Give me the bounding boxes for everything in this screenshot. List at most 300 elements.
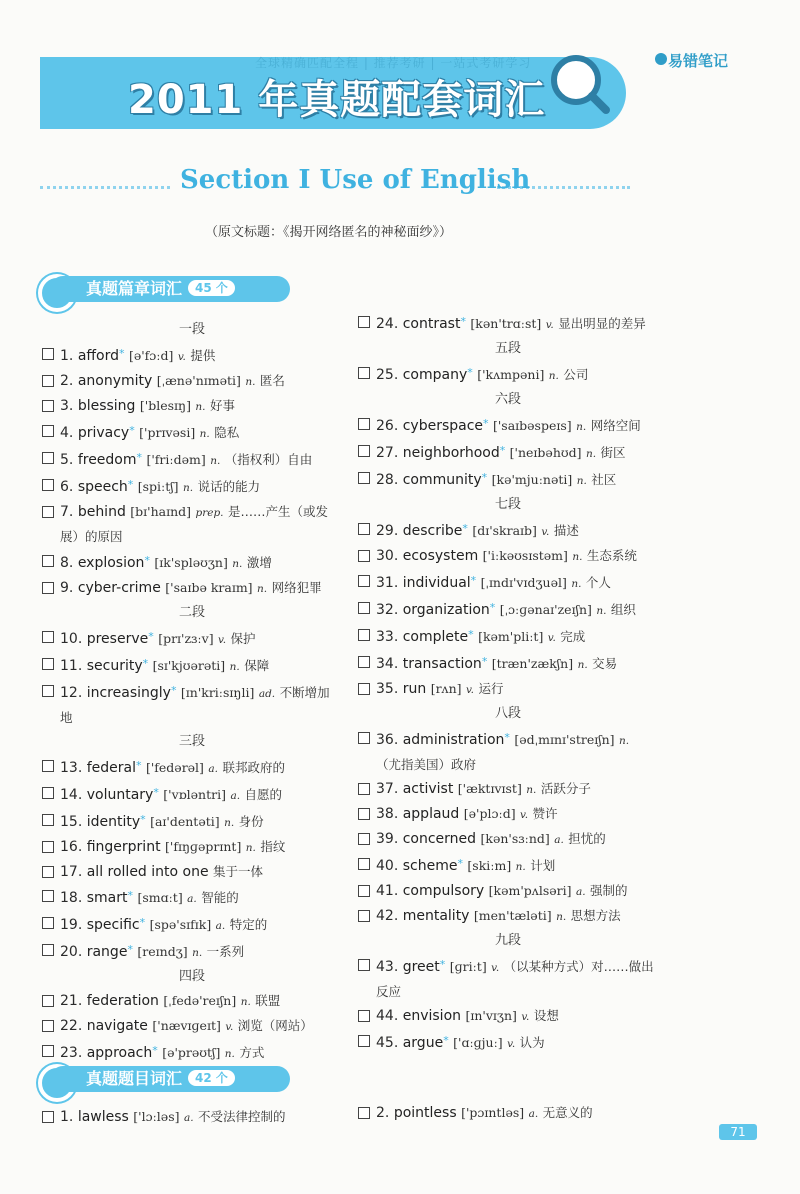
vocab-entry (42, 1105, 342, 1130)
star-icon: * (140, 813, 146, 826)
entry-phonetic: ['friːdəm] (146, 452, 206, 467)
checkbox[interactable] (358, 910, 370, 922)
entry-phonetic: ['saɪbə kraɪm] (165, 580, 253, 595)
checkbox[interactable] (42, 631, 54, 643)
vocab-entry (42, 679, 342, 730)
entry-number: 29. (376, 523, 399, 539)
entry-definition: 联邦政府的 (222, 760, 285, 775)
vocab-entry (42, 989, 342, 1014)
entry-phonetic: [reɪndʒ] (137, 944, 188, 959)
entry-number: 28. (376, 472, 399, 488)
star-icon: * (467, 366, 473, 379)
vocab-entry (42, 473, 342, 500)
entry-pos: n. (619, 735, 630, 747)
pill-count: 45 个 (188, 280, 235, 296)
entry-definition: 完成 (560, 629, 586, 644)
vocab-entry (358, 677, 658, 702)
vocab-entry (42, 419, 342, 446)
vocab-entry (358, 1004, 658, 1029)
entry-definition: 描述 (553, 523, 579, 538)
entry-word: explosion (77, 555, 145, 571)
entry-number: 12. (60, 685, 83, 701)
paragraph-heading: 八段 (494, 706, 521, 721)
checkbox[interactable] (42, 890, 54, 902)
entry-definition: 自愿的 (244, 787, 283, 802)
checkbox[interactable] (42, 944, 54, 956)
entry-pos: ad. (258, 688, 276, 700)
checkbox[interactable] (358, 1035, 370, 1047)
entry-phonetic: [kən'sɜːnd] (480, 831, 550, 846)
checkbox[interactable] (42, 760, 54, 772)
entry-definition: 联盟 (255, 993, 281, 1008)
entry-word: activist (402, 781, 454, 797)
question-vocab-pill (50, 1066, 290, 1092)
entry-number: 45. (376, 1035, 399, 1051)
checkbox[interactable] (358, 602, 370, 614)
entry-number: 3. (60, 398, 74, 414)
pill-label: 真题篇章词汇 (86, 279, 183, 298)
checkbox[interactable] (42, 917, 54, 929)
checkbox[interactable] (358, 1107, 370, 1119)
entry-definition: （以某种方式）对……做出反应 (376, 959, 654, 999)
entry-phonetic: ['æktɪvɪst] (457, 781, 522, 796)
entry-number: 37. (376, 781, 399, 797)
vocab-entry (358, 879, 658, 904)
vocab-entry (42, 500, 342, 549)
entry-word: administration (402, 732, 505, 748)
entry-pos: n. (224, 817, 235, 829)
entry-definition: 个人 (585, 575, 611, 590)
entry-phonetic: ['fɪŋɡəprɪnt] (165, 839, 242, 854)
entry-word: approach (86, 1045, 153, 1061)
vocab-entry (42, 342, 342, 369)
question-vocab-right (358, 1101, 658, 1126)
vocab-entry (358, 953, 658, 1004)
entry-number: 17. (60, 864, 83, 880)
entry-pos: n. (199, 428, 210, 440)
checkbox[interactable] (358, 523, 370, 535)
vocab-entry (358, 726, 658, 777)
checkbox[interactable] (358, 683, 370, 695)
entry-number: 33. (376, 629, 399, 645)
vocab-entry (42, 576, 342, 601)
entry-word: behind (77, 504, 126, 520)
entry-number: 41. (376, 883, 399, 899)
entry-number: 40. (376, 858, 399, 874)
entry-pos: n. (577, 659, 588, 671)
entry-word: transaction (402, 656, 482, 672)
vocab-entry (42, 1039, 342, 1066)
entry-definition: 指纹 (260, 839, 286, 854)
entry-word: freedom (77, 452, 137, 468)
checkbox[interactable] (42, 1020, 54, 1032)
entry-phonetic: [ə'prəʊtʃ] (162, 1045, 221, 1060)
vocab-entry (42, 938, 342, 965)
entry-word: voluntary (86, 787, 154, 803)
checkbox[interactable] (358, 445, 370, 457)
checkbox[interactable] (358, 316, 370, 328)
entry-phonetic: ['pɔɪntləs] (461, 1105, 525, 1120)
entry-number: 1. (60, 348, 74, 364)
star-icon: * (152, 1044, 158, 1057)
checkbox[interactable] (358, 959, 370, 971)
star-icon: * (439, 958, 446, 971)
entry-word: greet (402, 959, 440, 975)
entry-definition: 运行 (478, 681, 504, 696)
entry-word: privacy (77, 425, 130, 441)
checkbox[interactable] (358, 732, 370, 744)
entry-pos: a. (554, 834, 564, 846)
entry-pos: n. (183, 482, 194, 494)
entry-word: scheme (402, 858, 458, 874)
paragraph-heading: 三段 (178, 734, 205, 749)
entry-definition: 担忧的 (568, 831, 606, 846)
corner-label: 易错笔记 (668, 52, 729, 70)
entry-phonetic: ['blesɪŋ] (139, 398, 191, 413)
vocab-entry (358, 544, 658, 569)
checkbox[interactable] (358, 656, 370, 668)
article-subtitle: （原文标题：《揭开网络匿名的神秘面纱》） (205, 225, 453, 240)
checkbox[interactable] (42, 658, 54, 670)
entry-number: 16. (60, 839, 83, 855)
entry-word: all rolled into one (86, 864, 209, 880)
entry-phonetic: [kən'trɑːst] (470, 316, 542, 331)
entry-word: individual (402, 575, 471, 591)
entry-definition: 设想 (533, 1008, 559, 1023)
entry-number: 13. (60, 760, 83, 776)
paragraph-heading: 七段 (494, 497, 521, 512)
paragraph-heading: 四段 (178, 969, 205, 984)
pill-count: 42 个 (188, 1070, 235, 1086)
star-icon: * (499, 444, 506, 457)
checkbox[interactable] (42, 555, 54, 567)
entry-definition: 网络犯罪 (271, 580, 322, 595)
entry-definition: 匿名 (259, 373, 285, 388)
star-icon: * (139, 916, 146, 929)
star-icon: * (127, 943, 133, 956)
star-icon: * (470, 574, 477, 587)
vocab-entry (358, 439, 658, 466)
entry-word: neighborhood (402, 445, 500, 461)
entry-number: 23. (60, 1045, 83, 1061)
entry-pos: v. (520, 809, 529, 821)
checkbox[interactable] (358, 808, 370, 820)
entry-word: company (402, 367, 468, 383)
entry-definition: 无意义的 (542, 1105, 593, 1120)
entry-pos: n. (572, 551, 583, 563)
entry-number: 32. (376, 602, 399, 618)
vocab-entry (358, 904, 658, 929)
vocab-entry (358, 466, 658, 493)
entry-phonetic: [ˌɔːɡənaɪ'zeɪʃn] (499, 602, 592, 617)
entry-phonetic: ['iːkəʊsɪstəm] (482, 548, 568, 563)
entry-word: cyberspace (402, 418, 484, 434)
entry-phonetic: [skiːm] (467, 858, 512, 873)
corner-icon (655, 53, 667, 65)
entry-word: navigate (86, 1018, 148, 1034)
checkbox[interactable] (358, 885, 370, 897)
vocab-entry (358, 623, 658, 650)
entry-definition: 社区 (591, 472, 617, 487)
entry-word: specific (86, 917, 140, 933)
entry-pos: n. (576, 475, 587, 487)
entry-definition: 是……产生（或发展）的原因 (60, 504, 328, 544)
star-icon: * (462, 522, 468, 535)
star-icon: * (148, 630, 154, 643)
vocab-entry (42, 781, 342, 808)
entry-phonetic: [aɪ'dentəti] (150, 814, 220, 829)
vocab-entry (358, 852, 658, 879)
entry-number: 10. (60, 631, 83, 647)
entry-phonetic: [ɪk'spləʊʒn] (154, 555, 228, 570)
vocab-entry (42, 884, 342, 911)
entry-phonetic: [ˌɪndɪ'vɪdʒuəl] (480, 575, 567, 590)
entry-phonetic: [dɪ'skraɪb] (472, 523, 537, 538)
checkbox[interactable] (358, 367, 370, 379)
entry-number: 7. (60, 504, 74, 520)
entry-definition: 显出明显的差异 (558, 316, 646, 331)
vocab-column-right (358, 310, 658, 1056)
entry-number: 15. (60, 814, 83, 830)
checkbox[interactable] (358, 629, 370, 641)
entry-word: organization (402, 602, 490, 618)
checkbox[interactable] (358, 1010, 370, 1022)
vocab-entry (358, 827, 658, 852)
entry-number: 42. (376, 908, 399, 924)
vocab-entry (42, 652, 342, 679)
entry-phonetic: [ədˌmɪnɪ'streɪʃn] (514, 732, 615, 747)
entry-definition: 身份 (238, 814, 264, 829)
star-icon: * (483, 417, 489, 430)
entry-phonetic: ['ɑːɡjuː] (453, 1035, 503, 1050)
entry-pos: n. (229, 661, 240, 673)
entry-number: 20. (60, 944, 83, 960)
entry-definition: 特定的 (229, 917, 268, 932)
entry-pos: v. (465, 684, 475, 696)
checkbox[interactable] (42, 479, 54, 491)
checkbox[interactable] (42, 1045, 54, 1057)
checkbox[interactable] (42, 348, 54, 360)
entry-phonetic: [ɪn'kriːsɪŋli] (180, 685, 255, 700)
entry-pos: n. (224, 1048, 235, 1060)
vocab-column-left (42, 318, 342, 1066)
vocab-entry (42, 808, 342, 835)
entry-number: 8. (60, 555, 74, 571)
entry-word: anonymity (77, 373, 153, 389)
checkbox[interactable] (358, 575, 370, 587)
checkbox[interactable] (42, 582, 54, 594)
entry-phonetic: ['fedərəl] (145, 760, 204, 775)
entry-number: 21. (60, 993, 83, 1009)
entry-number: 31. (376, 575, 399, 591)
checkbox[interactable] (42, 995, 54, 1007)
checkbox[interactable] (42, 814, 54, 826)
paragraph-heading: 九段 (494, 933, 521, 948)
entry-definition: 强制的 (590, 883, 628, 898)
entry-number: 5. (60, 452, 74, 468)
entry-word: increasingly (86, 685, 171, 701)
checkbox[interactable] (42, 452, 54, 464)
entry-word: argue (402, 1035, 444, 1051)
entry-pos: a. (528, 1108, 539, 1120)
entry-phonetic: [rʌn] (430, 681, 462, 696)
vocab-entry (358, 517, 658, 544)
entry-word: identity (86, 814, 141, 830)
star-icon: * (460, 315, 466, 328)
entry-word: speech (77, 479, 128, 495)
entry-pos: a. (575, 886, 586, 898)
vocab-entry (358, 412, 658, 439)
star-icon: * (457, 857, 463, 870)
entry-phonetic: [kəm'pʌlsəri] (488, 883, 572, 898)
entry-number: 18. (60, 890, 83, 906)
entry-number: 44. (376, 1008, 399, 1024)
entry-phonetic: [bɪ'haɪnd] (130, 504, 192, 519)
entry-word: concerned (402, 831, 477, 847)
entry-pos: n. (245, 842, 256, 854)
entry-pos: v. (177, 351, 186, 363)
question-vocab-left (42, 1105, 342, 1130)
entry-phonetic: [sɪ'kjʊərəti] (152, 658, 226, 673)
entry-definition: 不受法律控制的 (198, 1109, 286, 1124)
star-icon: * (127, 889, 133, 902)
entry-phonetic: ['kʌmpəni] (477, 367, 545, 382)
entry-word: range (86, 944, 128, 960)
star-icon: * (153, 786, 159, 799)
entry-number: 2. (60, 373, 74, 389)
vocab-entry (42, 549, 342, 576)
vocab-entry (42, 754, 342, 781)
checkbox[interactable] (358, 783, 370, 795)
vocab-entry (42, 394, 342, 419)
star-icon: * (443, 1034, 449, 1047)
entry-word: federal (86, 760, 136, 776)
entry-pos: v. (225, 1021, 234, 1033)
entry-number: 36. (376, 732, 399, 748)
star-icon: * (489, 601, 496, 614)
section-title: Section Ⅰ Use of English (180, 165, 531, 195)
entry-phonetic: [ˌfedə'reɪʃn] (163, 993, 237, 1008)
entry-definition: 计划 (530, 858, 556, 873)
star-icon: * (119, 347, 125, 360)
entry-word: preserve (86, 631, 149, 647)
entry-definition: 街区 (600, 445, 626, 460)
entry-phonetic: ['lɔːləs] (133, 1109, 180, 1124)
entry-word: compulsory (402, 883, 485, 899)
vocab-entry (358, 802, 658, 827)
entry-pos: v. (545, 319, 554, 331)
checkbox[interactable] (42, 685, 54, 697)
entry-phonetic: [kəm'pliːt] (478, 629, 544, 644)
checkbox[interactable] (42, 1111, 54, 1123)
star-icon: * (142, 657, 149, 670)
checkbox[interactable] (42, 400, 54, 412)
entry-phonetic: ['saɪbəspeɪs] (492, 418, 572, 433)
entry-definition: 公司 (563, 367, 589, 382)
paragraph-heading: 六段 (494, 392, 521, 407)
entry-definition: 提供 (190, 348, 216, 363)
entry-pos: n. (515, 861, 526, 873)
star-icon: * (144, 554, 150, 567)
checkbox[interactable] (358, 472, 370, 484)
entry-word: contrast (402, 316, 461, 332)
entry-pos: a. (230, 790, 241, 802)
star-icon: * (504, 731, 510, 744)
star-icon: * (129, 424, 135, 437)
entry-phonetic: [ə'fɔːd] (128, 348, 174, 363)
entry-number: 19. (60, 917, 83, 933)
entry-pos: v. (547, 632, 556, 644)
entry-pos: n. (192, 947, 203, 959)
entry-definition: 一系列 (206, 944, 245, 959)
entry-definition: 活跃分子 (540, 781, 591, 796)
vocab-entry (42, 911, 342, 938)
checkbox[interactable] (358, 858, 370, 870)
entry-definition: 网络空间 (590, 418, 641, 433)
divider-left (40, 186, 170, 189)
entry-pos: n. (195, 401, 206, 413)
entry-number: 1. (60, 1109, 74, 1125)
entry-pos: n. (548, 370, 559, 382)
checkbox[interactable] (42, 841, 54, 853)
vocab-entry (42, 1014, 342, 1039)
entry-definition: 保护 (230, 631, 256, 646)
entry-pos: n. (240, 996, 251, 1008)
vocab-entry (358, 569, 658, 596)
checkbox[interactable] (42, 506, 54, 518)
entry-word: run (402, 681, 427, 697)
entry-word: blessing (77, 398, 136, 414)
entry-pos: n. (232, 558, 243, 570)
checkbox[interactable] (42, 375, 54, 387)
checkbox[interactable] (42, 425, 54, 437)
entry-phonetic: [kə'mjuːnəti] (491, 472, 573, 487)
entry-number: 26. (376, 418, 399, 434)
page-number: 71 (719, 1124, 757, 1140)
vocab-entry (358, 650, 658, 677)
star-icon: * (170, 684, 177, 697)
star-icon: * (136, 759, 142, 772)
checkbox[interactable] (42, 787, 54, 799)
entry-word: mentality (402, 908, 470, 924)
entry-pos: v. (541, 526, 550, 538)
entry-definition: 好事 (209, 398, 235, 413)
entry-pos: n. (210, 455, 221, 467)
checkbox[interactable] (358, 418, 370, 430)
vocab-entry (42, 835, 342, 860)
entry-word: smart (86, 890, 128, 906)
entry-pos: n. (257, 583, 268, 595)
entry-number: 35. (376, 681, 399, 697)
checkbox[interactable] (42, 866, 54, 878)
entry-definition: 说话的能力 (197, 479, 261, 494)
paragraph-heading: 一段 (178, 322, 205, 337)
entry-word: fingerprint (86, 839, 161, 855)
entry-definition: 智能的 (201, 890, 239, 905)
entry-definition: 不断增加地 (60, 685, 330, 725)
star-icon: * (481, 471, 488, 484)
checkbox[interactable] (358, 550, 370, 562)
entry-definition: 认为 (519, 1035, 545, 1050)
entry-word: describe (402, 523, 463, 539)
magnifier-icon (548, 52, 610, 114)
entry-definition: 保障 (244, 658, 270, 673)
entry-phonetic: [ˌænə'nɪməti] (156, 373, 241, 388)
entry-phonetic: [men'tæləti] (473, 908, 552, 923)
checkbox[interactable] (358, 833, 370, 845)
entry-word: lawless (77, 1109, 129, 1125)
entry-number: 9. (60, 580, 74, 596)
